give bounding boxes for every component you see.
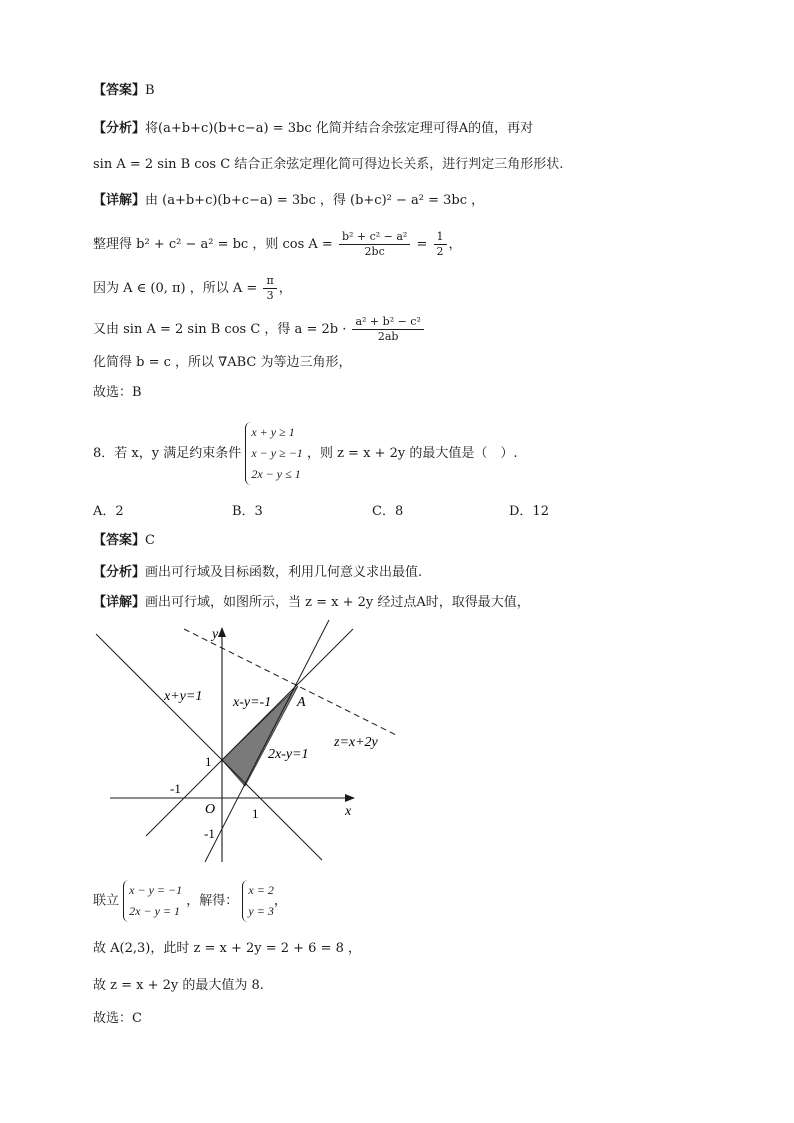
- objective-line: [184, 629, 396, 735]
- solve-res-1: x = 2: [248, 883, 274, 897]
- frac-num: a² + b² − c²: [352, 315, 423, 330]
- frac-num: 1: [434, 230, 447, 245]
- q7-detail-1: [93, 192, 484, 210]
- q8-result-3: [93, 1010, 142, 1028]
- option-a: A．2: [93, 504, 124, 519]
- comma: ，: [448, 237, 462, 252]
- frac-num: π: [263, 274, 276, 289]
- q7-detail-5: [93, 354, 352, 372]
- constraint-1: x + y ≥ 1: [251, 425, 295, 439]
- analysis-text-2: sin A = 2 sin B cos C 结合正余弦定理化简可得边长关系，进行判定三角形形状.: [93, 157, 564, 172]
- solve-result: [242, 880, 273, 922]
- origin-label: O: [205, 802, 216, 817]
- fraction-pi-3: [263, 274, 276, 303]
- option-d: D．12: [509, 504, 549, 519]
- x-axis-label: x: [345, 804, 352, 819]
- label-line1: x+y=1: [164, 689, 203, 704]
- constraint-system: [245, 422, 302, 485]
- tick-y-pos: 1: [205, 754, 212, 769]
- final-choice: 故选：B: [93, 385, 142, 400]
- analysis-text: 画出可行域及目标函数，利用几何意义求出最值.: [145, 565, 423, 580]
- label-line2: x-y=-1: [233, 695, 272, 710]
- constraint-2: x − y ≥ −1: [251, 446, 303, 460]
- solve-pre: 联立: [93, 893, 120, 909]
- line-x-minus-y-neg1: [146, 629, 353, 836]
- frac-den: 2bc: [364, 245, 385, 258]
- frac-den: 2ab: [377, 330, 399, 343]
- tick-x-neg: -1: [170, 781, 181, 796]
- feasible-region-figure: [90, 618, 410, 868]
- q7-detail-2: [93, 230, 462, 259]
- detail-text-2: 整理得 b² + c² − a² = bc ，则 cos A =: [93, 237, 333, 252]
- frac-den: 2: [436, 245, 444, 258]
- detail-tag: 【详解】: [93, 193, 146, 208]
- analysis-tag: 【分析】: [93, 121, 146, 136]
- analysis-tag: 【分析】: [93, 565, 146, 580]
- label-point-a: A: [297, 695, 306, 710]
- q8-answer: [93, 532, 155, 550]
- detail-tag: 【详解】: [93, 595, 146, 610]
- line-2x-minus-y-1: [205, 620, 329, 862]
- solve-end: ，: [273, 893, 287, 909]
- label-line3: 2x-y=1: [268, 747, 309, 762]
- answer-value: B: [145, 83, 155, 98]
- option-c: C．8: [372, 504, 404, 519]
- q8-solve: [93, 880, 287, 922]
- result-text-1: 故 A(2,3)，此时 z = x + 2y = 2 + 6 = 8 ，: [93, 941, 361, 956]
- detail-text-3: 因为 A ∈ (0, π) ，所以 A =: [93, 281, 258, 296]
- final-choice: 故选：C: [93, 1011, 142, 1026]
- fraction-half: [434, 230, 447, 259]
- q8-analysis: [93, 564, 422, 582]
- fraction-cos-a: [339, 230, 410, 259]
- answer-value: C: [145, 533, 155, 548]
- fraction-cos-c: [352, 315, 423, 344]
- result-text-2: 故 z = x + 2y 的最大值为 8.: [93, 978, 264, 993]
- detail-text-5: 化简得 b = c ，所以 ∇ABC 为等边三角形，: [93, 355, 352, 370]
- frac-num: b² + c² − a²: [339, 230, 410, 245]
- detail-text-4: 又由 sin A = 2 sin B cos C ，得 a = 2b ·: [93, 322, 347, 337]
- equals-sign: =: [416, 237, 428, 252]
- tick-y-neg: -1: [204, 826, 215, 841]
- option-b: B．3: [232, 504, 263, 519]
- q7-detail-6: [93, 384, 142, 402]
- q8-stem: [93, 422, 517, 485]
- q7-detail-4: [93, 315, 426, 344]
- detail-text-1: 由 (a+b+c)(b+c−a) = 3bc ，得 (b+c)² − a² = 3bc ，: [145, 193, 485, 208]
- detail-text: 画出可行域，如图所示，当 z = x + 2y 经过点A时，取得最大值，: [145, 595, 530, 610]
- frac-den: 3: [266, 289, 274, 302]
- q7-analysis: [93, 120, 533, 138]
- label-objective: z=x+2y: [334, 735, 378, 750]
- q8-result-2: [93, 977, 264, 995]
- y-axis-label: y: [212, 627, 219, 642]
- q8-result-1: [93, 940, 361, 958]
- stem-post: ，则 z = x + 2y 的最大值是（ ）.: [306, 446, 518, 461]
- q7-answer: [93, 82, 155, 100]
- q7-analysis-cont: [93, 156, 563, 174]
- constraint-3: 2x − y ≤ 1: [251, 467, 301, 481]
- solve-eq-1: x − y = −1: [129, 883, 183, 897]
- comma: ，: [278, 281, 292, 296]
- solve-mid: ，解得：: [186, 893, 239, 909]
- solve-system: [123, 880, 182, 922]
- solve-res-2: y = 3: [248, 904, 274, 918]
- solve-eq-2: 2x − y = 1: [129, 904, 181, 918]
- answer-tag: 【答案】: [93, 533, 146, 548]
- q7-detail-3: [93, 274, 292, 303]
- answer-tag: 【答案】: [93, 83, 146, 98]
- analysis-text: 将(a+b+c)(b+c−a) = 3bc 化简并结合余弦定理可得A的值，再对: [145, 121, 534, 136]
- stem-pre: 8．若 x，y 满足约束条件: [93, 446, 242, 461]
- q8-detail: [93, 594, 530, 612]
- tick-x-pos: 1: [252, 806, 259, 821]
